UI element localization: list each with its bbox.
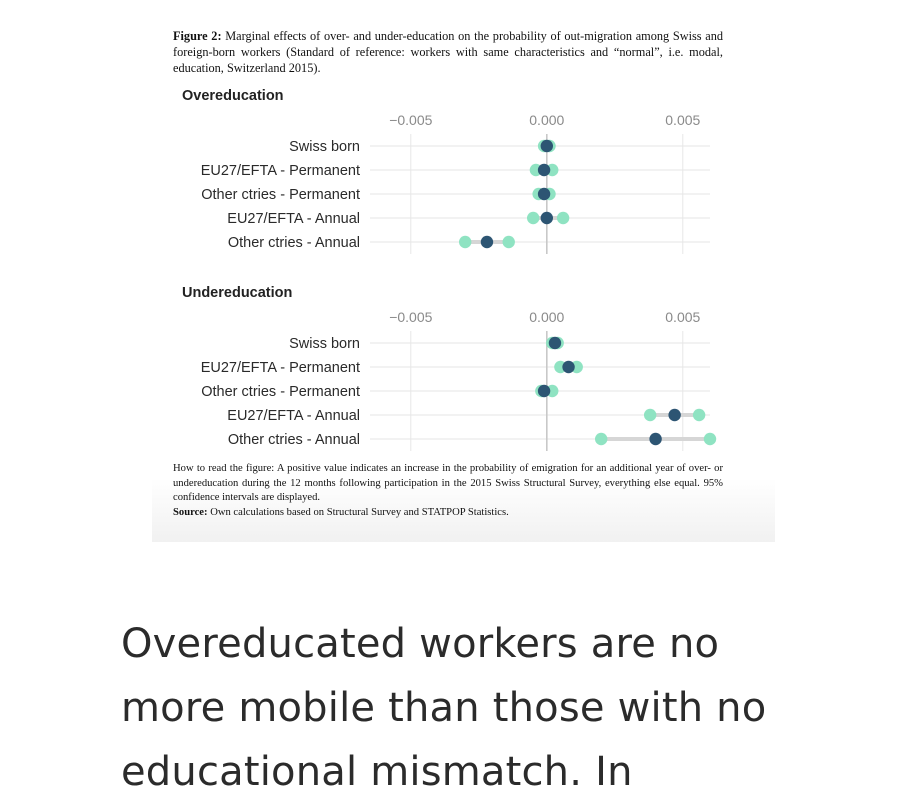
estimate-point (562, 361, 574, 373)
category-label: Other ctries - Permanent (201, 384, 360, 400)
ci-high-marker (503, 236, 515, 248)
category-label: EU27/EFTA - Annual (227, 408, 360, 424)
estimate-point (668, 409, 680, 421)
category-label: Other ctries - Annual (227, 432, 360, 448)
tick-label: −0.005 (389, 309, 433, 325)
caption-text: Marginal effects of over- and under-education on the probability of out-migration among Swiss and foreign-born workers (Standard of reference: workers with same characteristics and “normal”, i.e. modal, education, Switzerland 2015). (173, 29, 724, 75)
source-text: Own calculations based on Structural Survey and STATPOP Statistics. (210, 506, 509, 518)
estimate-point (538, 164, 550, 176)
tick-label: 0.005 (665, 112, 701, 128)
estimate-point (481, 236, 493, 248)
category-label: EU27/EFTA - Annual (227, 211, 360, 227)
undereducation-chart (160, 305, 750, 455)
ci-high-marker (693, 409, 705, 421)
source-label: Source: (173, 506, 208, 518)
category-label: EU27/EFTA - Permanent (200, 163, 360, 179)
ci-low-marker (527, 212, 539, 224)
tick-label: 0.005 (665, 309, 701, 325)
estimate-point (649, 433, 661, 445)
tick-label: 0.000 (529, 309, 565, 325)
article-paragraph: Overeducated workers are no more mobile than those with no educational mismatch. In (121, 621, 767, 795)
notes-text: How to read the figure: A positive value indicates an increase in the probability of emigration for an additional year of over- or undereducation during the 12 months following participation in the 2015 Swiss Structural Survey, everything else equal. 95% confidence intervals are displayed. (173, 463, 723, 503)
category-label: Swiss born (289, 139, 360, 155)
category-label: EU27/EFTA - Permanent (200, 360, 360, 376)
caption-label: Figure 2: (173, 29, 222, 43)
tick-label: −0.005 (389, 112, 433, 128)
overeducation-chart (160, 108, 750, 258)
ci-high-marker (557, 212, 569, 224)
estimate-point (541, 140, 553, 152)
ci-high-marker (704, 433, 716, 445)
estimate-point (538, 385, 550, 397)
ci-low-marker (595, 433, 607, 445)
category-label: Other ctries - Annual (227, 235, 360, 251)
ci-low-marker (644, 409, 656, 421)
category-label: Other ctries - Permanent (201, 187, 360, 203)
panel-title-undereducation: Undereducation (182, 285, 293, 301)
category-label: Swiss born (289, 336, 360, 352)
tick-label: 0.000 (529, 112, 565, 128)
panel-title-overeducation: Overeducation (182, 88, 284, 104)
estimate-point (538, 188, 550, 200)
ci-low-marker (459, 236, 471, 248)
estimate-point (541, 212, 553, 224)
estimate-point (549, 337, 561, 349)
figure-notes (173, 462, 723, 520)
figure-caption (173, 28, 723, 76)
